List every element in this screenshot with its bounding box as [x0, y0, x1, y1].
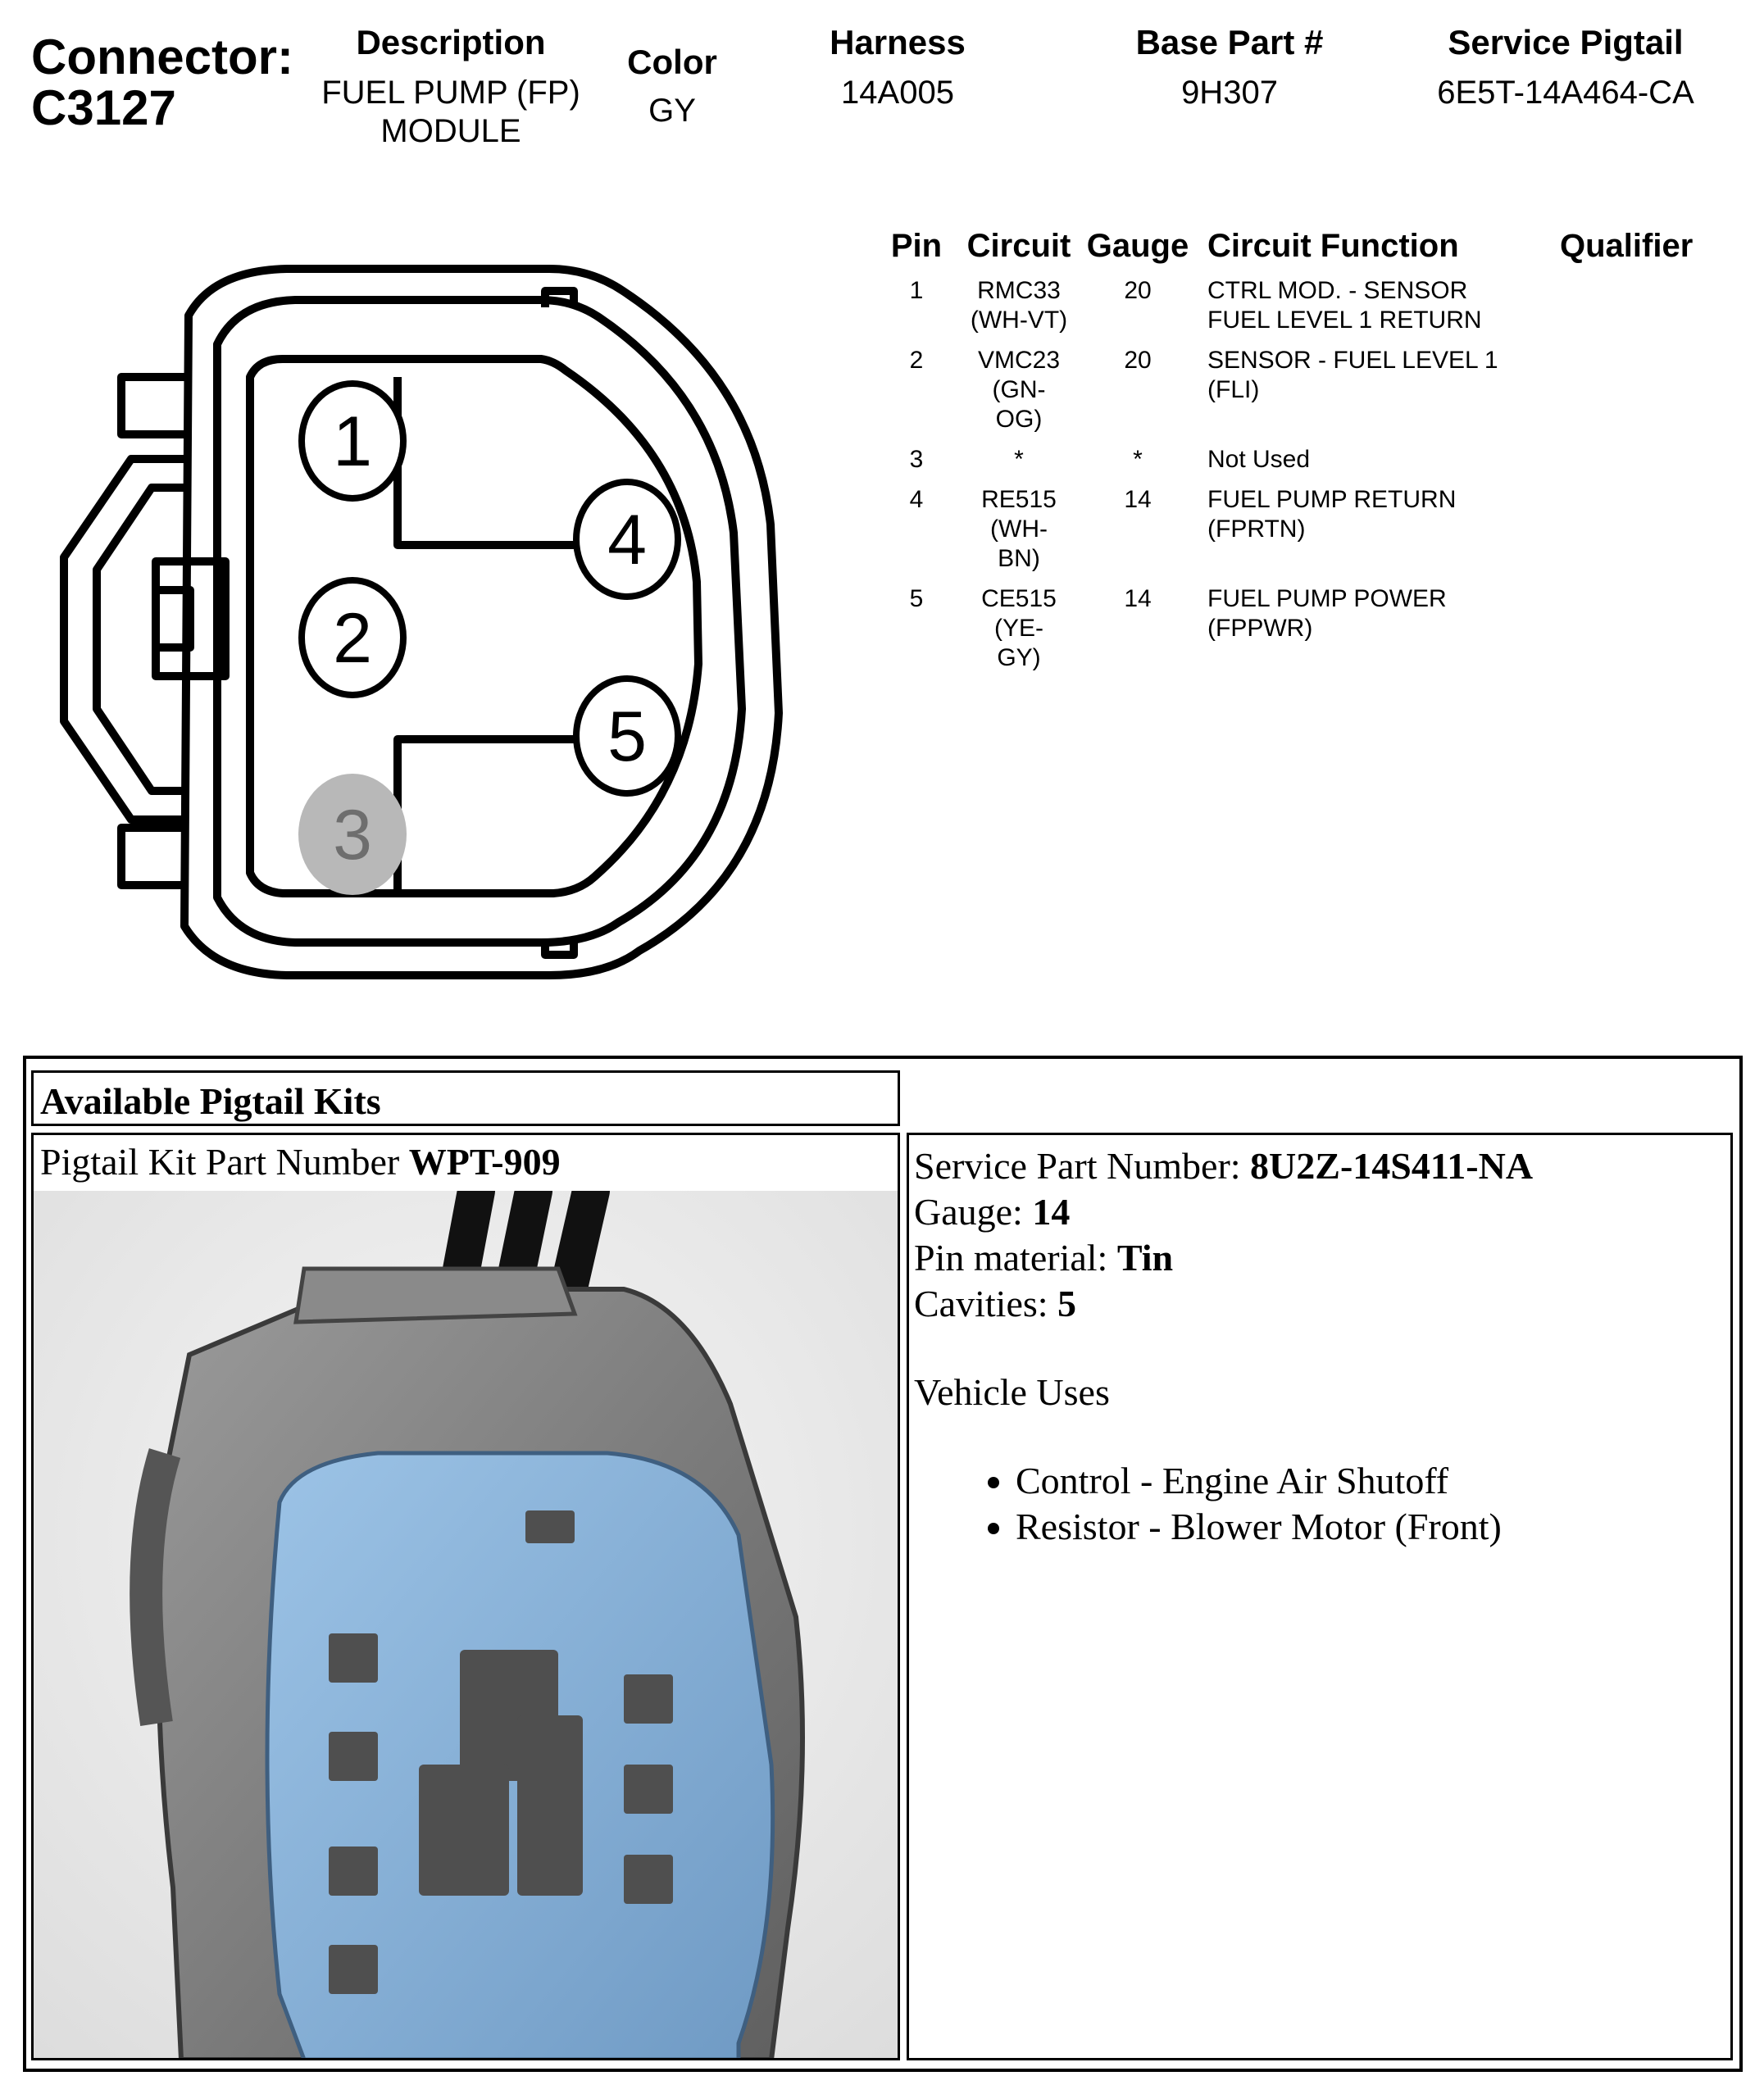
base-part-label: Base Part #: [1135, 23, 1324, 61]
table-row: [880, 276, 1693, 346]
circuit-line: RE515 (WH-: [981, 486, 1057, 543]
header-circuit: Circuit: [966, 228, 1071, 264]
kits-title: Available Pigtail Kits: [40, 1080, 381, 1122]
gauge-cell: *: [1133, 446, 1143, 473]
table-row: [880, 485, 1693, 584]
kit-part-number: [40, 1140, 561, 1183]
gauge-cell: 14: [1124, 486, 1152, 513]
service-pigtail-value: 6E5T-14A464-CA: [1437, 75, 1694, 111]
description-label: Description: [356, 23, 546, 61]
kit-label: Pigtail Kit Part Number: [40, 1141, 409, 1183]
table-row: [880, 445, 1693, 485]
circuit-line: (WH-VT): [970, 307, 1068, 334]
pin-5: [576, 679, 678, 793]
base-part-value: 9H307: [1181, 75, 1278, 111]
table-row: [880, 346, 1693, 445]
pin-material-value: Tin: [1116, 1237, 1174, 1279]
service-part-label: Service Part Number:: [914, 1145, 1251, 1187]
description-line1: FUEL PUMP (FP): [321, 75, 580, 111]
gauge-label: Gauge:: [914, 1191, 1033, 1233]
table-row: [880, 584, 1693, 684]
svg-text:3: 3: [333, 796, 372, 874]
circuit-cell: [953, 346, 1084, 445]
function-line: FUEL PUMP RETURN: [1207, 486, 1457, 513]
pin-number: 5: [909, 585, 924, 612]
cavities-value: 5: [1057, 1283, 1077, 1324]
qualifier-cell: [1560, 485, 1693, 584]
gauge-line: [914, 1189, 1533, 1235]
qualifier-cell: [1560, 584, 1693, 684]
pin-number: 1: [909, 277, 924, 304]
circuit-line: RMC33: [977, 277, 1061, 304]
qualifier-cell: [1560, 445, 1693, 485]
circuit-cell: [953, 584, 1084, 684]
gauge-value: 14: [1032, 1191, 1071, 1233]
pigtail-connector-photo: [34, 1191, 898, 2060]
function-line: SENSOR - FUEL LEVEL 1: [1207, 347, 1498, 374]
connector-outer-shell: [184, 269, 779, 975]
description-line2: MODULE: [380, 113, 521, 149]
circuit-line: GY): [997, 644, 1041, 671]
header-circuit-function: Circuit Function: [1207, 228, 1459, 264]
function-cell: [1191, 584, 1560, 684]
function-cell: Not Used: [1207, 446, 1311, 473]
pin-number: 2: [909, 347, 924, 374]
function-cell: [1191, 276, 1560, 346]
connector-face-diagram: [49, 254, 812, 1024]
color-label: Color: [627, 43, 717, 81]
pin-1: [302, 384, 403, 498]
pin-table: [880, 228, 1693, 684]
list-item: • Resistor - Blower Motor (Front): [1016, 1504, 1533, 1550]
svg-text:4: 4: [607, 501, 647, 579]
pin-3-unused: [298, 774, 407, 895]
cavities-line: [914, 1281, 1533, 1327]
function-line: (FPPWR): [1207, 615, 1313, 642]
gauge-cell: 20: [1124, 347, 1152, 374]
circuit-line: CE515 (YE-: [981, 585, 1057, 642]
list-item: • Control - Engine Air Shutoff: [1016, 1458, 1533, 1504]
connector-inner-shell: [217, 300, 742, 943]
service-part-value: 8U2Z-14S411-NA: [1250, 1145, 1534, 1187]
latch-tab-bottom: [121, 828, 189, 885]
cavities-label: Cavities:: [914, 1283, 1058, 1324]
svg-text:2: 2: [333, 599, 372, 678]
kits-title-cell: [31, 1070, 900, 1126]
harness-label: Harness: [830, 23, 966, 61]
vehicle-uses-list: [914, 1458, 1533, 1550]
circuit-line: BN): [998, 545, 1040, 572]
pin-table-header: [880, 228, 1693, 276]
pin-4: [576, 482, 678, 597]
circuit-line: OG): [995, 406, 1043, 433]
function-line: (FLI): [1207, 376, 1260, 403]
header-qualifier: Qualifier: [1560, 228, 1694, 264]
pin-number: 3: [909, 446, 924, 473]
circuit-cell: *: [1014, 446, 1024, 473]
connector-id: C3127: [31, 80, 176, 135]
function-cell: [1191, 346, 1560, 445]
svg-text:5: 5: [607, 697, 647, 776]
function-line: CTRL MOD. - SENSOR: [1207, 277, 1468, 304]
kit-specs-cell: [907, 1133, 1733, 2060]
circuit-cell: [953, 276, 1084, 346]
service-pigtail-label: Service Pigtail: [1448, 23, 1684, 61]
function-line: (FPRTN): [1207, 516, 1306, 543]
function-line: FUEL PUMP POWER: [1207, 585, 1447, 612]
pin-2: [302, 580, 403, 695]
qualifier-cell: [1560, 276, 1693, 346]
gauge-cell: 20: [1124, 277, 1152, 304]
latch-arm: [64, 459, 189, 820]
kit-number: WPT-909: [408, 1141, 561, 1183]
pin-material-label: Pin material:: [914, 1237, 1117, 1279]
harness-value: 14A005: [841, 75, 954, 111]
function-cell: [1191, 485, 1560, 584]
qualifier-cell: [1560, 346, 1693, 445]
svg-text:1: 1: [333, 402, 372, 481]
circuit-cell: [953, 485, 1084, 584]
pin-number: 4: [909, 486, 924, 513]
gauge-cell: 14: [1124, 585, 1152, 612]
function-line: FUEL LEVEL 1 RETURN: [1207, 307, 1482, 334]
kit-photo-cell: [31, 1133, 900, 2060]
color-value: GY: [648, 93, 696, 129]
header-gauge: Gauge: [1086, 228, 1189, 264]
service-part-line: [914, 1143, 1533, 1189]
pin-material-line: [914, 1235, 1533, 1281]
header-pin: Pin: [890, 228, 943, 264]
latch-tab-top: [121, 377, 189, 434]
circuit-line: VMC23 (GN-: [977, 347, 1061, 403]
connector-label: Connector:: [31, 30, 293, 84]
vehicle-uses-label: Vehicle Uses: [914, 1371, 1110, 1413]
